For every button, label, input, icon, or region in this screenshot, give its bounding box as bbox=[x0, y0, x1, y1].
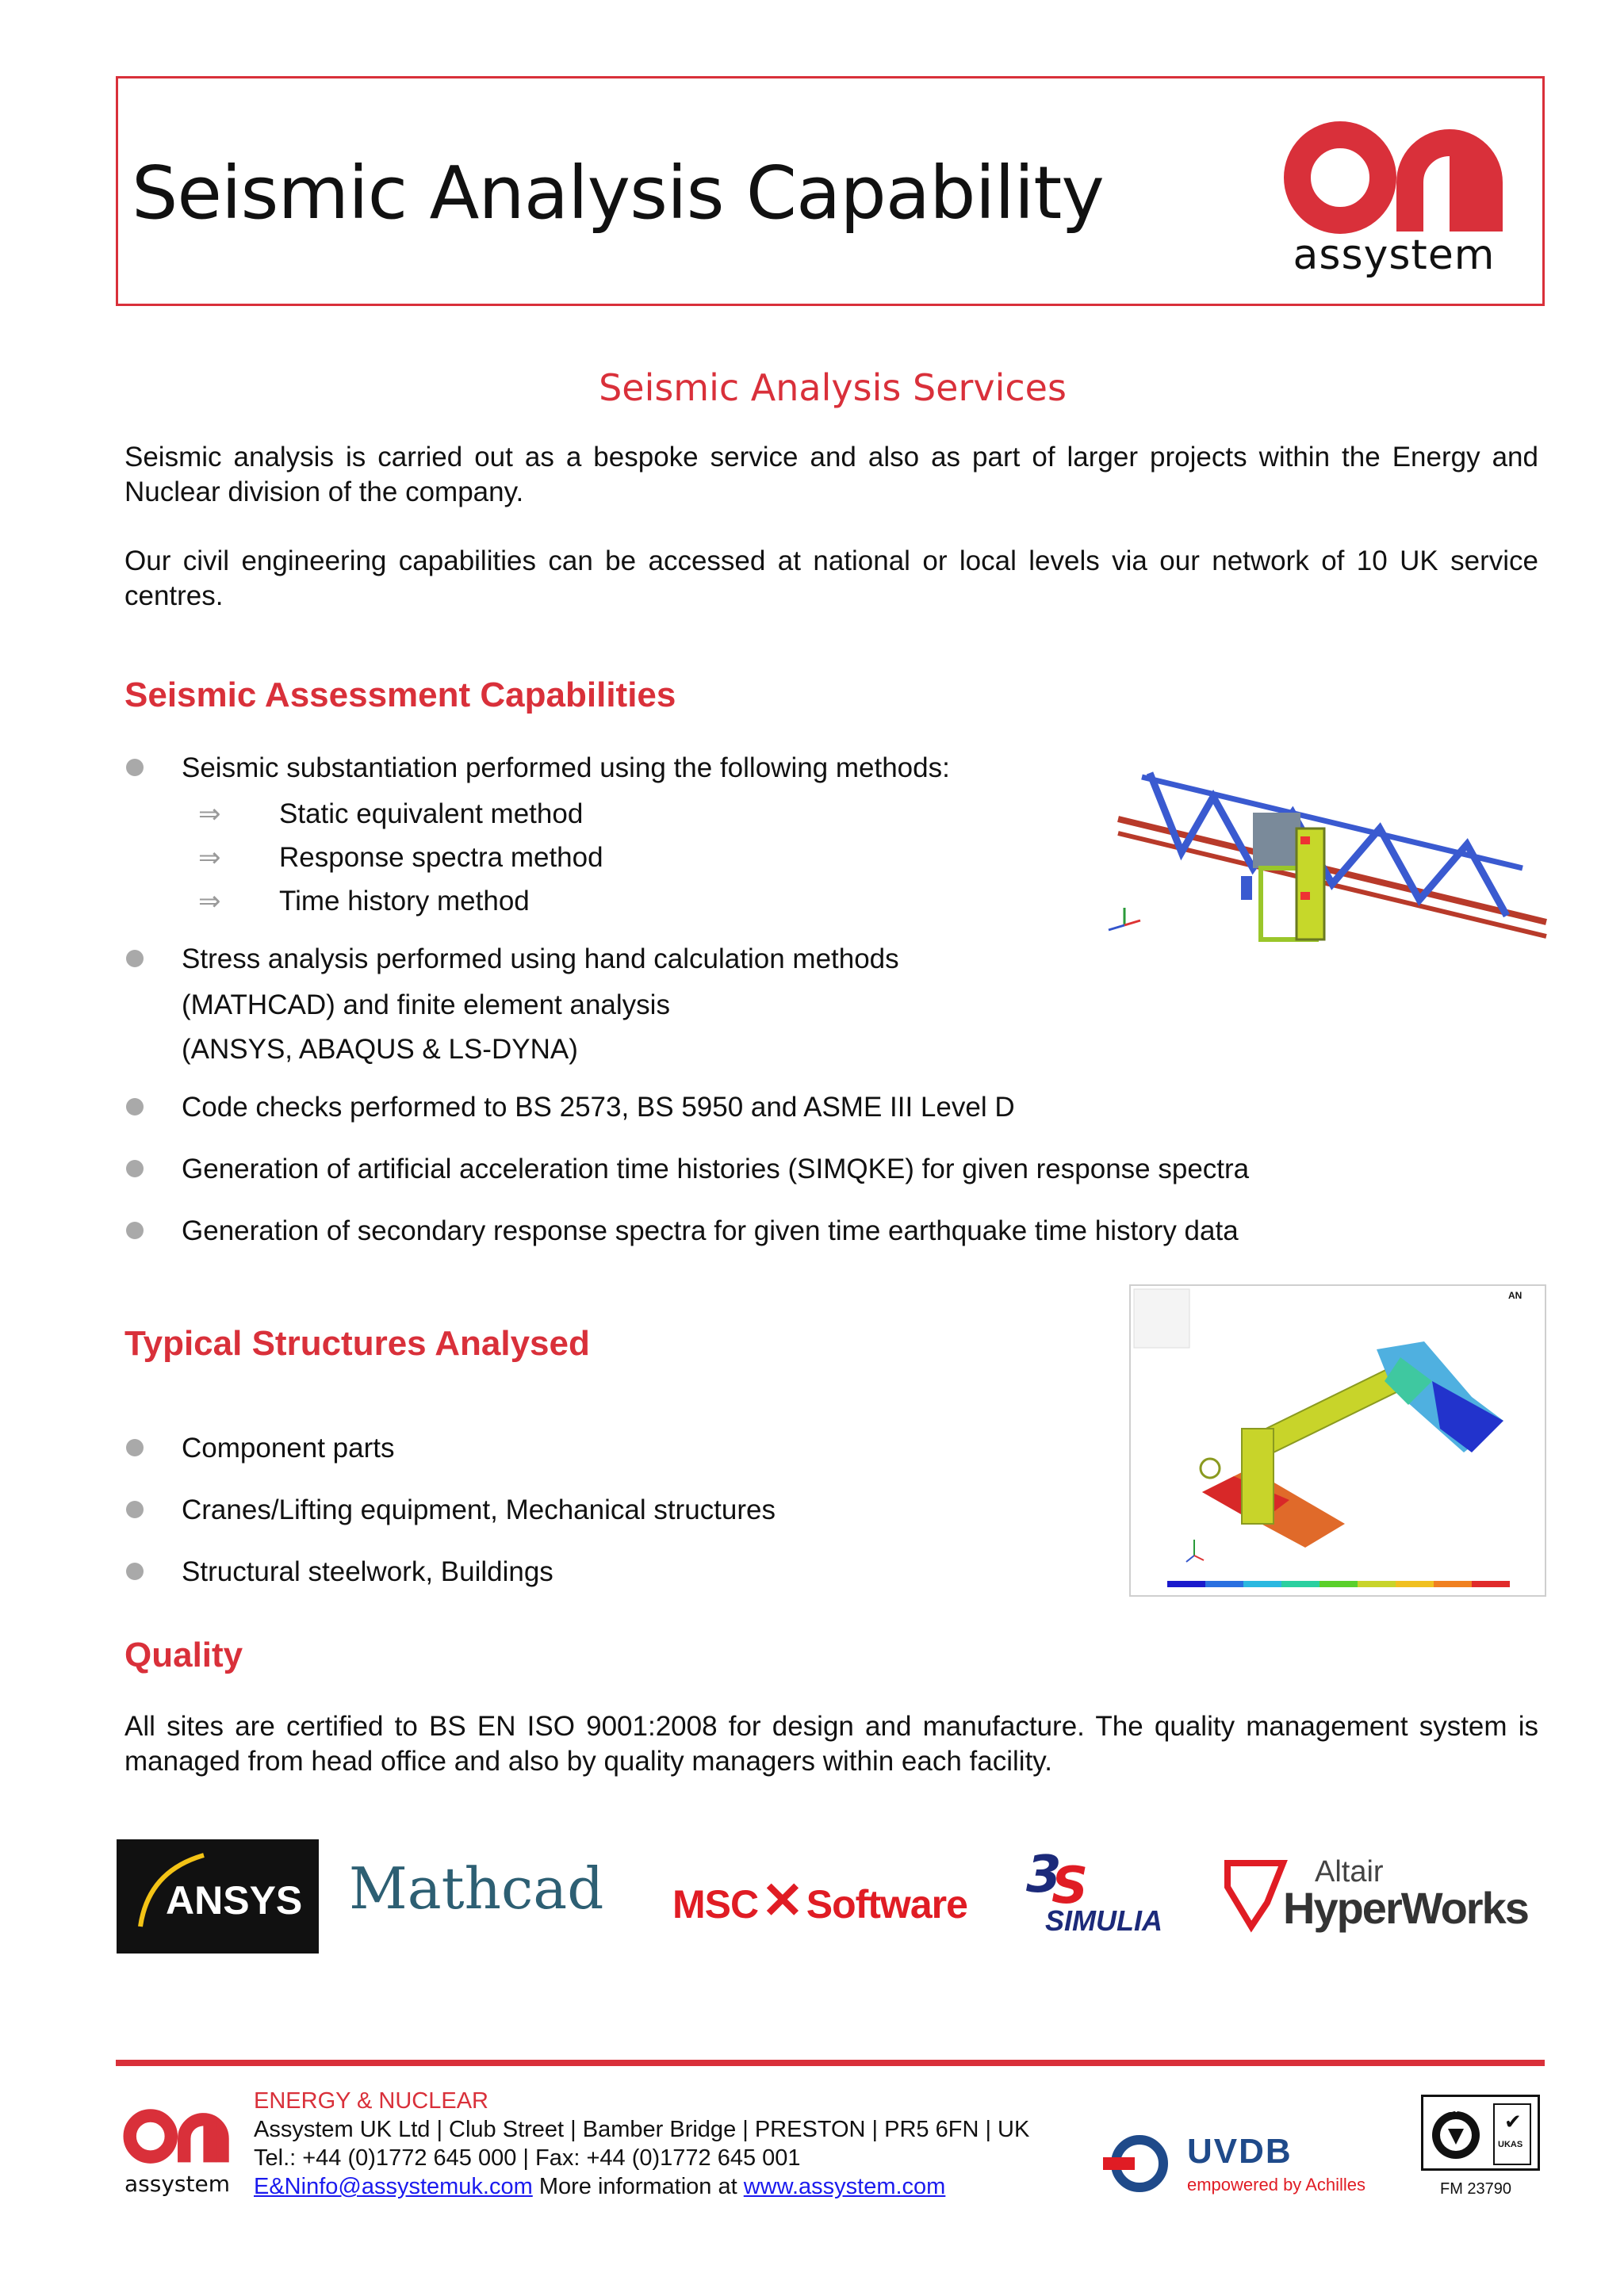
mathcad-logo: Mathcad bbox=[349, 1855, 604, 1922]
fm-certificate-number: FM 23790 bbox=[1440, 2180, 1512, 2198]
services-title: Seismic Analysis Services bbox=[599, 366, 1067, 409]
bullet-icon bbox=[126, 1160, 144, 1177]
assystem-logo-mark bbox=[123, 2106, 234, 2169]
altair-hyperworks-logo: Altair HyperWorks bbox=[1220, 1855, 1513, 1942]
footer-rule bbox=[116, 2060, 1545, 2066]
footer-address: Assystem UK Ltd | Club Street | Bamber Bridge | PRESTON | PR5 6FN | UK bbox=[254, 2117, 1030, 2142]
assessment-heading: Seismic Assessment Capabilities bbox=[124, 675, 676, 714]
simulia-logo: 3 S SIMULIA bbox=[1026, 1846, 1162, 1937]
ukas-crown-icon: ✔ bbox=[1504, 2110, 1522, 2133]
arrow-icon: ⇒ bbox=[198, 799, 221, 829]
assystem-logo bbox=[1283, 121, 1513, 279]
services-paragraph-1: Seismic analysis is carried out as a bespoke service and also as part of larger projects within the Energy and Nuclear division of the company. bbox=[124, 442, 1538, 507]
footer-assystem-logo: assystem bbox=[123, 2106, 242, 2201]
arrow-icon: ⇒ bbox=[198, 843, 221, 873]
svg-text:AN: AN bbox=[1508, 1290, 1522, 1301]
bullet-icon bbox=[126, 1563, 144, 1580]
uvdb-logo: UVDB empowered by Achilles bbox=[1098, 2129, 1400, 2200]
website-link[interactable]: www.assystem.com bbox=[743, 2174, 946, 2199]
bullet-icon bbox=[126, 1222, 144, 1239]
structures-heading: Typical Structures Analysed bbox=[124, 1324, 590, 1363]
services-paragraph-2: Our civil engineering capabilities can be accessed at national or local levels via our network of 10 UK service centres. bbox=[124, 545, 1538, 611]
svg-text:S: S bbox=[1051, 1857, 1089, 1911]
quality-heading: Quality bbox=[124, 1636, 243, 1674]
crane-fe-model-image bbox=[1094, 757, 1554, 963]
bullet-icon bbox=[126, 1501, 144, 1518]
page-title: Seismic Analysis Capability bbox=[132, 151, 1104, 235]
quality-paragraph: All sites are certified to BS EN ISO 9001:2008 for design and manufacture. The quality management system is managed from head office and also by quality managers within each facility. bbox=[124, 1711, 1538, 1777]
email-link[interactable]: E&Ninfo@assystemuk.com bbox=[254, 2174, 533, 2199]
footer-division: ENERGY & NUCLEAR bbox=[254, 2088, 488, 2114]
bsi-ukas-certification: BSI ✔ UKAS bbox=[1421, 2095, 1540, 2171]
svg-text:3: 3 bbox=[1026, 1846, 1062, 1904]
bullet-icon bbox=[126, 1098, 144, 1115]
bullet-icon bbox=[126, 950, 144, 967]
ansys-stress-plot-image bbox=[1129, 1284, 1546, 1597]
bullet-icon bbox=[126, 759, 144, 776]
bullet-icon bbox=[126, 1439, 144, 1456]
footer-phone: Tel.: +44 (0)1772 645 000 | Fax: +44 (0)1772 645 001 bbox=[254, 2145, 801, 2171]
msc-software-logo: MSC✕Software bbox=[672, 1872, 967, 1929]
list-item-text: Seismic substantiation performed using the following methods: bbox=[182, 752, 950, 783]
ansys-logo: ANSYS bbox=[117, 1839, 319, 1954]
arrow-icon: ⇒ bbox=[198, 886, 221, 916]
assystem-logo-mark bbox=[1283, 121, 1513, 239]
ukas-mark: ✔ UKAS bbox=[1493, 2103, 1531, 2165]
footer-contact-line: E&Ninfo@assystemuk.com More information at www.assystem.com bbox=[254, 2174, 946, 2199]
logo-wordmark: assystem bbox=[1293, 232, 1496, 279]
